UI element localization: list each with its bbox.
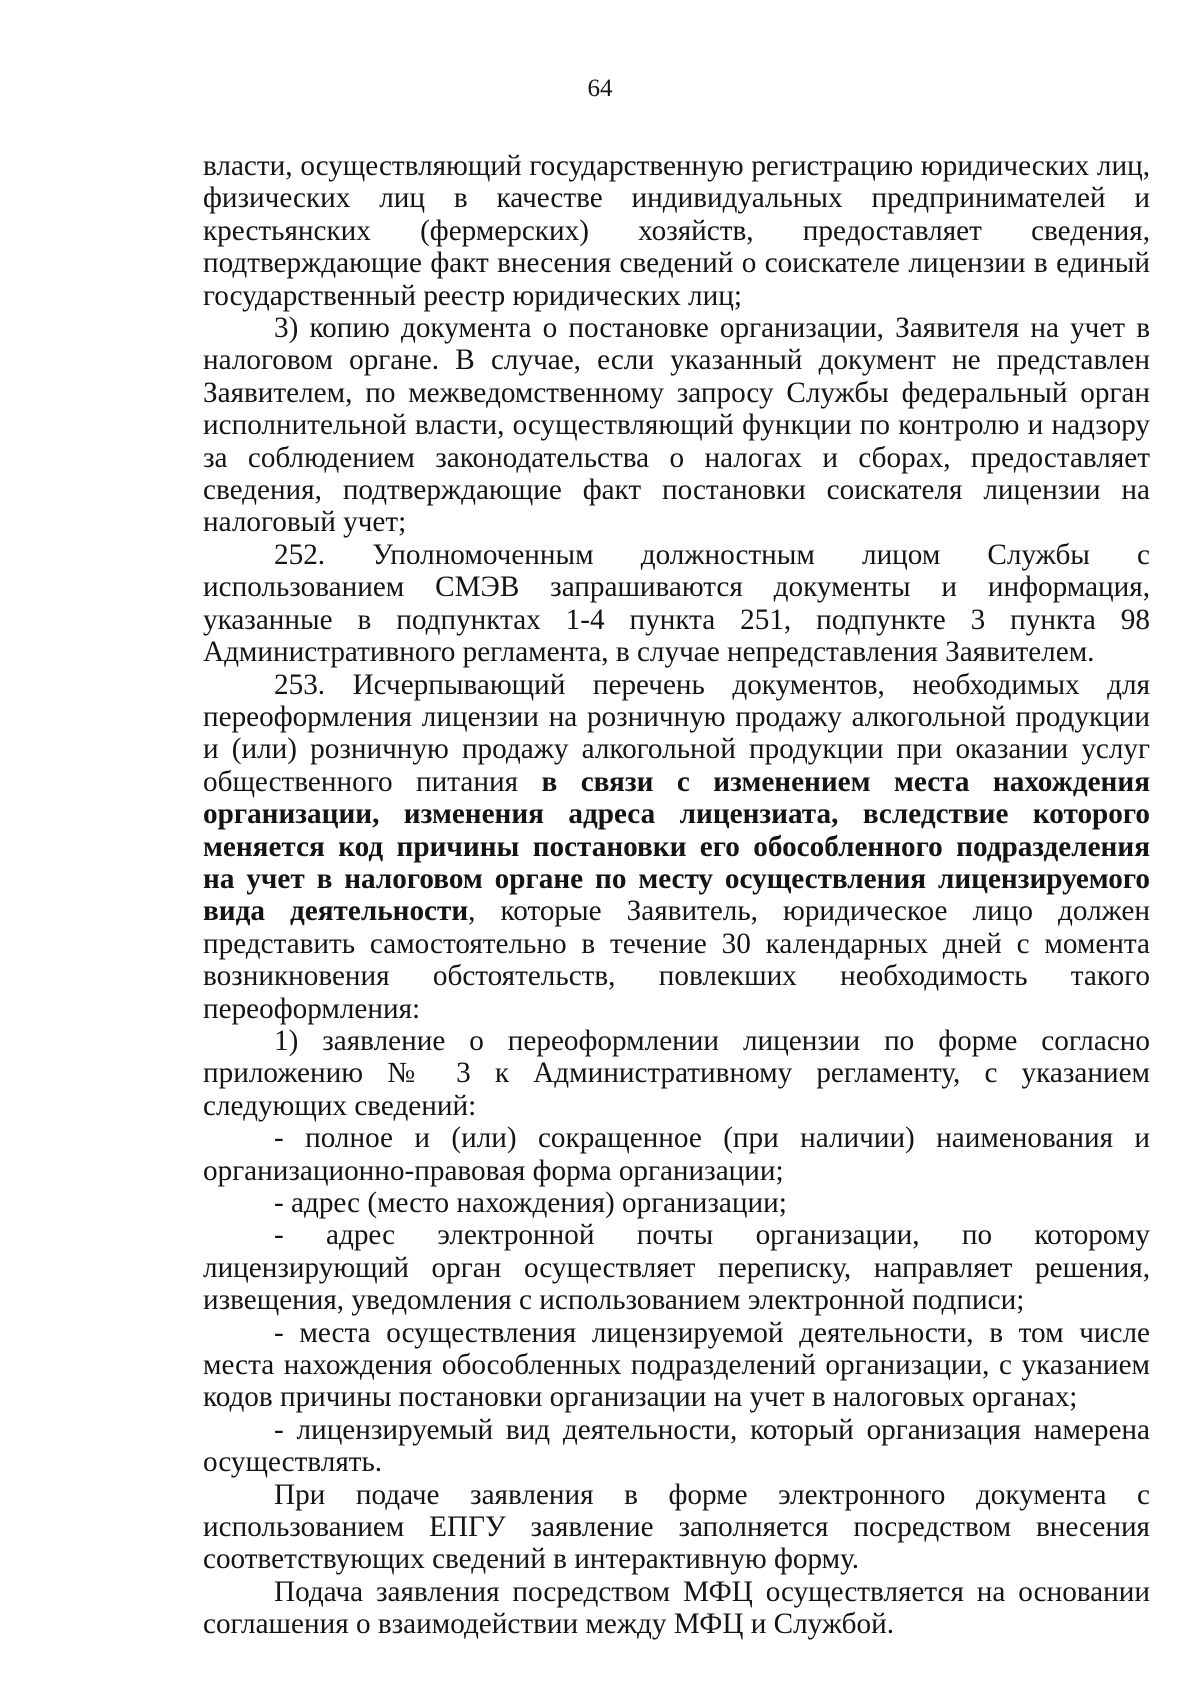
- text-run: - адрес (место нахождения) организации;: [274, 1187, 787, 1219]
- paragraph: [203, 1576, 1150, 1641]
- document-body: [203, 150, 1150, 1641]
- paragraph: [203, 1122, 1150, 1187]
- text-run: - места осуществления лицензируемой деятельности, в том числе места нахождения обособленных подразделений организации, с указанием кодов причины постановки организации на учет в налоговых органах;: [203, 1316, 1150, 1414]
- text-run: 1) заявление о переоформлении лицензии по форме согласно приложению № 3 к Административному регламенту, с указанием следующих сведений:: [203, 1024, 1150, 1122]
- text-run: - лицензируемый вид деятельности, который организация намерена осуществлять.: [203, 1413, 1150, 1479]
- text-run: , которые Заявитель, юридическое лицо должен представить самостоятельно в течение 30 календарных дней с момента возникновения обстоятельств, повлекших необходимость такого переоформления:: [203, 895, 1150, 1025]
- paragraph: [203, 1317, 1150, 1414]
- paragraph: [203, 1414, 1150, 1479]
- paragraph: [203, 669, 1150, 1025]
- text-run: 252. Уполномоченным должностным лицом Службы с использованием СМЭВ запрашиваются документы и информация, указанные в подпунктах 1-4 пункта 251, подпункте 3 пункта 98 Административного регламента, в случае непредставления Заявителем.: [203, 538, 1150, 669]
- paragraph: [203, 1219, 1150, 1316]
- text-run: власти, осуществляющий государственную регистрацию юридических лиц, физических лиц в качестве индивидуальных предпринимателей и крестьянских (фермерских) хозяйств, предоставляет сведения, подтверждающие факт внесения сведений о соискателе лицензии в единый государственный реестр юридических лиц;: [203, 150, 1150, 312]
- page-number: 64: [587, 75, 613, 102]
- paragraph: [203, 539, 1150, 669]
- paragraph: [203, 1187, 1150, 1219]
- text-run: - полное и (или) сокращенное (при наличии) наименования и организационно-правовая форма организации;: [203, 1122, 1150, 1187]
- paragraph: [203, 1025, 1150, 1122]
- paragraph: [203, 312, 1150, 539]
- paragraph: [203, 150, 1150, 312]
- text-run: Подача заявления посредством МФЦ осуществляется на основании соглашения о взаимодействии между МФЦ и Службой.: [203, 1575, 1150, 1641]
- bold-text-run: в связи с изменением места нахождения организации, изменения адреса лицензиата, вследствие которого меняется код причины постановки его обособленного подразделения на учет в налоговом органе по месту осуществления лицензируемого вида деятельности: [203, 765, 1150, 928]
- paragraph: [203, 1479, 1150, 1576]
- text-run: - адрес электронной почты организации, по которому лицензирующий орган осуществляет переписку, направляет решения, извещения, уведомления с использованием электронной подписи;: [203, 1219, 1150, 1317]
- text-run: 253. Исчерпывающий перечень документов, необходимых для переоформления лицензии на розничную продажу алкогольной продукции и (или) розничную продажу алкогольной продукции при оказании услуг общественного питания: [203, 668, 1150, 798]
- text-run: При подаче заявления в форме электронного документа с использованием ЕПГУ заявление заполняется посредством внесения соответствующих сведений в интерактивную форму.: [203, 1478, 1150, 1576]
- text-run: 3) копию документа о постановке организации, Заявителя на учет в налоговом органе. В случае, если указанный документ не представлен Заявителем, по межведомственному запросу Службы федеральный орган исполнительной власти, осуществляющий функции по контролю и надзору за соблюдением законодательства о налогах и сборах, предоставляет сведения, подтверждающие факт постановки соискателя лицензии на налоговый учет;: [203, 312, 1150, 539]
